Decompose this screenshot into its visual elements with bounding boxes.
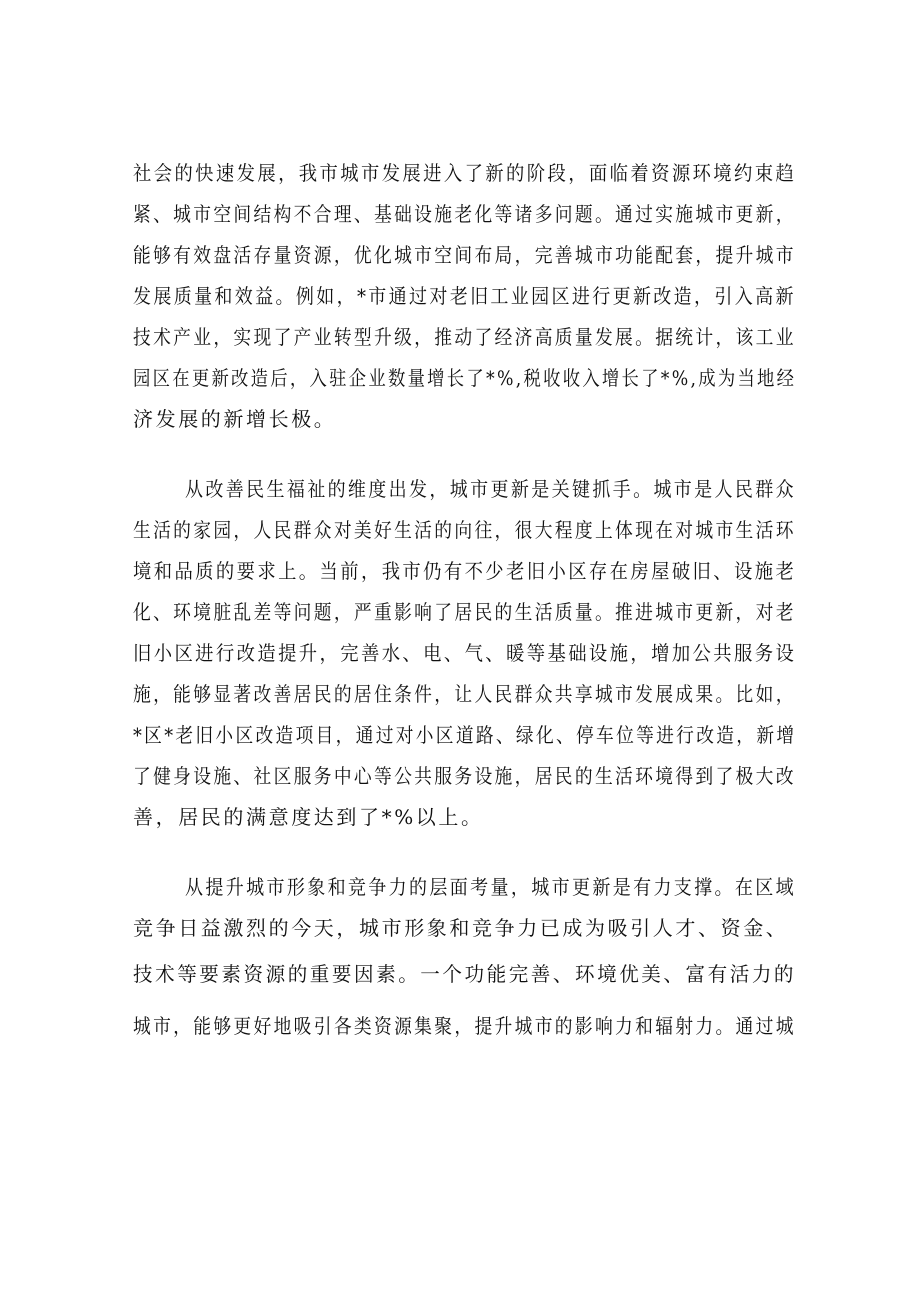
text-line: 善，居民的满意度达到了*%以上。 bbox=[133, 805, 484, 829]
text-line: 济发展的新增长极。 bbox=[133, 407, 337, 431]
text-line: 园区在更新改造后，入驻企业数量增长了*%,税收收入增长了*%,成为当地经 bbox=[133, 366, 797, 390]
text-line: 城市，能够更好地吸引各类资源集聚，提升城市的影响力和辐射力。通过城 bbox=[133, 1014, 796, 1038]
text-line: 能够有效盘活存量资源，优化城市空间布局，完善城市功能配套，提升城市 bbox=[133, 243, 796, 267]
text-line: 境和品质的要求上。当前，我市仍有不少老旧小区存在房屋破旧、设施老 bbox=[133, 559, 797, 583]
text-line: 施，能够显著改善居民的居住条件，让人民群众共享城市发展成果。比如， bbox=[133, 682, 796, 706]
text-line: 旧小区进行改造提升，完善水、电、气、暖等基础设施，增加公共服务设 bbox=[133, 641, 797, 665]
text-line: 技术产业，实现了产业转型升级，推动了经济高质量发展。据统计，该工业 bbox=[133, 325, 796, 349]
text-line: 技术等要素资源的重要因素。一个功能完善、环境优美、富有活力的 bbox=[133, 962, 797, 986]
text-line: 化、环境脏乱差等问题，严重影响了居民的生活质量。推进城市更新，对老 bbox=[133, 600, 796, 624]
text-line: *区*老旧小区改造项目，通过对小区道路、绿化、停车位等进行改造，新增 bbox=[133, 723, 797, 747]
text-line: 竞争日益激烈的今天，城市形象和竞争力已成为吸引人才、资金、 bbox=[133, 916, 789, 940]
text-line: 社会的快速发展，我市城市发展进入了新的阶段，面临着资源环境约束趋 bbox=[133, 161, 797, 185]
text-line: 从改善民生福祉的维度出发，城市更新是关键抓手。城市是人民群众 bbox=[185, 477, 797, 501]
text-line: 生活的家园，人民群众对美好生活的向往，很大程度上体现在对城市生活环 bbox=[133, 518, 796, 542]
text-line: 紧、城市空间结构不合理、基础设施老化等诸多问题。通过实施城市更新， bbox=[133, 202, 796, 226]
text-line: 发展质量和效益。例如，*市通过对老旧工业园区进行更新改造，引入高新 bbox=[133, 284, 796, 308]
text-line: 了健身设施、社区服务中心等公共服务设施，居民的生活环境得到了极大改 bbox=[133, 764, 796, 788]
text-line: 从提升城市形象和竞争力的层面考量，城市更新是有力支撑。在区域 bbox=[185, 875, 797, 899]
